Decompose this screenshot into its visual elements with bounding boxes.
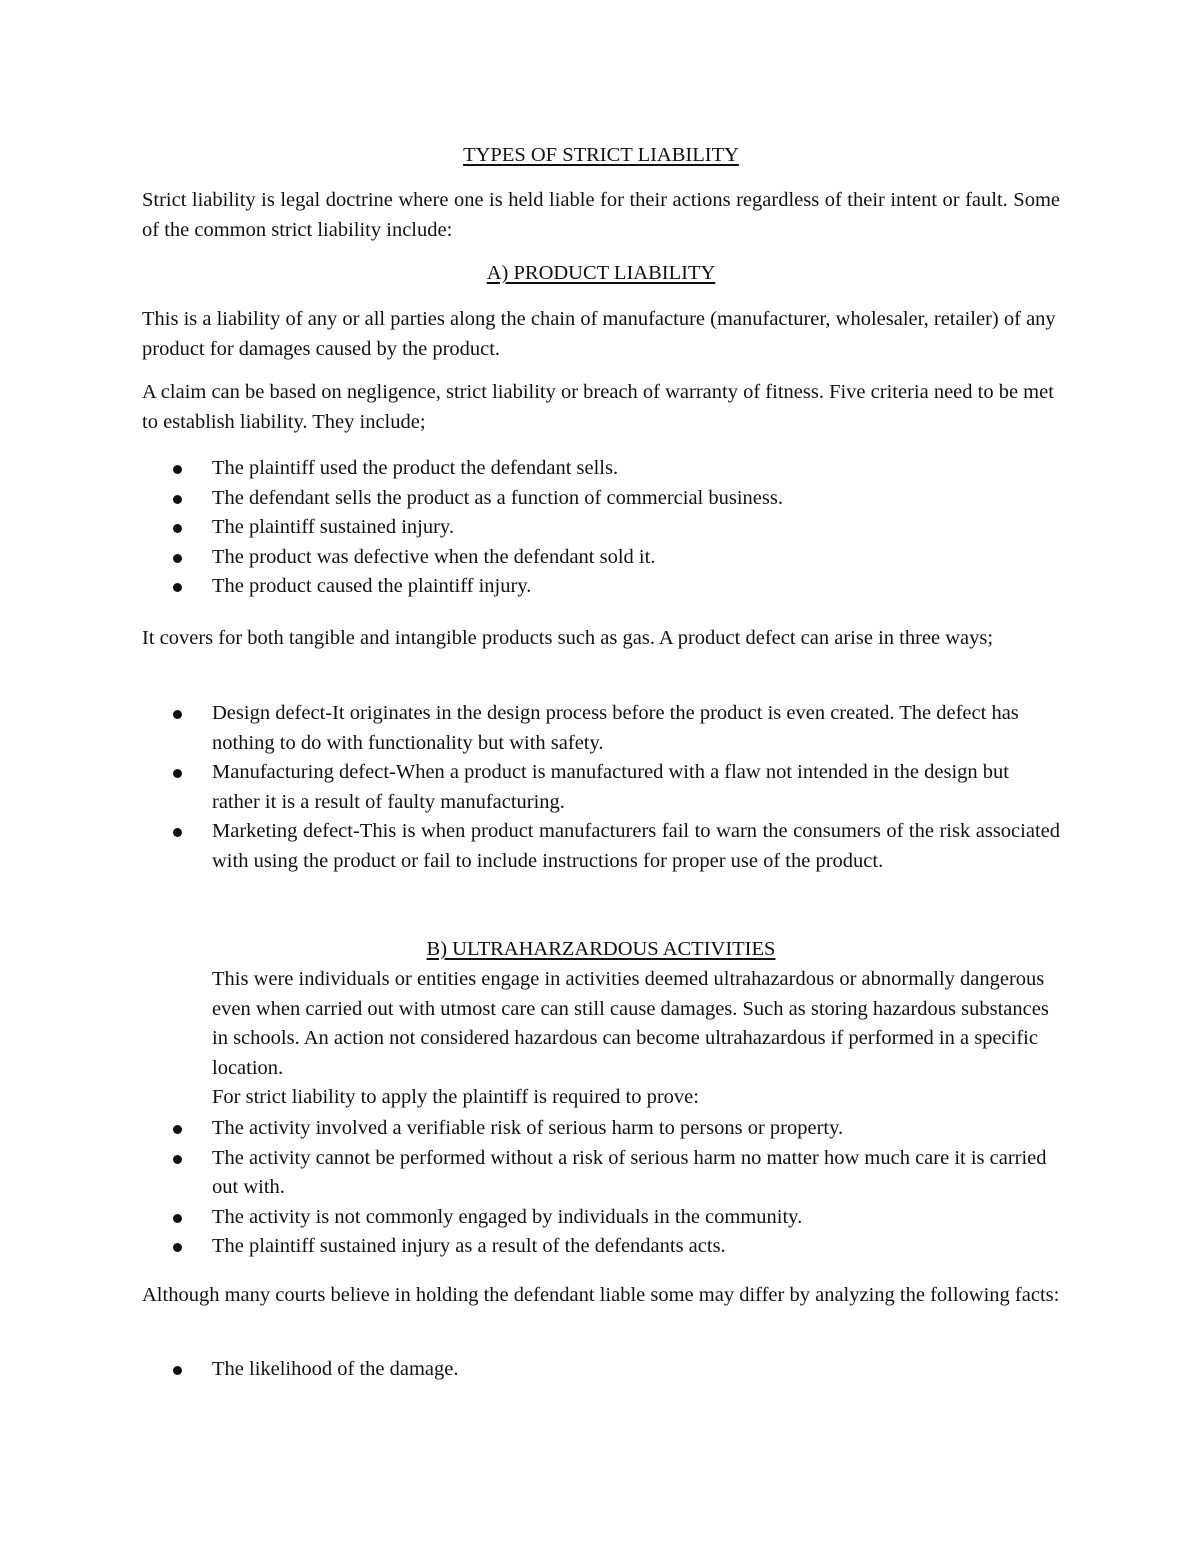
criteria-list (142, 454, 1060, 602)
list-item-text: The product caused the plaintiff injury. (212, 575, 532, 597)
bullet-icon (173, 465, 182, 474)
section-a-paragraph-3: It covers for both tangible and intangible products such as gas. A product defect can arise in three ways; (142, 627, 994, 649)
section-b-paragraph-1: This were individuals or entities engage in activities deemed ultrahazardous or abnormally dangerous even when carried out with utmost care can still cause damages. Such as storing hazardous substances in schools. An action not considered hazardous can become ultrahazardous if performed in a specific location. (212, 968, 1049, 1079)
list-item (142, 1114, 1060, 1144)
list-item-text: The activity involved a verifiable risk of serious harm to persons or property. (212, 1117, 844, 1139)
bullet-icon (173, 524, 182, 533)
section-a-paragraph-1: This is a liability of any or all parties along the chain of manufacture (manufacturer, wholesaler, retailer) of any product for damages caused by the product. (142, 308, 1056, 360)
list-item-text: The plaintiff sustained injury as a result of the defendants acts. (212, 1235, 726, 1257)
list-item (142, 454, 1060, 484)
list-item (142, 1232, 1060, 1262)
list-item-text: The plaintiff used the product the defendant sells. (212, 457, 619, 479)
bullet-icon (173, 1155, 182, 1164)
bullet-icon (173, 1125, 182, 1134)
list-item (142, 1203, 1060, 1233)
proof-list (142, 1114, 1060, 1262)
section-b-paragraph-2: For strict liability to apply the plaintiff is required to prove: (212, 1086, 699, 1108)
bullet-icon (173, 1366, 182, 1375)
list-item (142, 572, 1060, 602)
list-item (142, 1355, 1060, 1385)
list-item (142, 1144, 1060, 1203)
section-b-paragraph-3: Although many courts believe in holding the defendant liable some may differ by analyzing the following facts: (142, 1284, 1060, 1306)
intro-paragraph: Strict liability is legal doctrine where one is held liable for their actions regardless of their intent or fault. Some of the common strict liability include: (142, 189, 1060, 241)
bullet-icon (173, 554, 182, 563)
list-item-text: The likelihood of the damage. (212, 1358, 459, 1380)
list-item (142, 758, 1060, 817)
list-item-text: Marketing defect-This is when product manufacturers fail to warn the consumers of the risk associated with using the product or fail to include instructions for proper use of the product. (212, 820, 1060, 872)
list-item-text: The defendant sells the product as a function of commercial business. (212, 486, 783, 509)
list-item-text: Manufacturing defect-When a product is manufactured with a flaw not intended in the design but rather it is a result of faulty manufacturing. (212, 761, 1009, 813)
bullet-icon (173, 710, 182, 719)
section-b-heading: B) ULTRAHARZARDOUS ACTIVITIES (426, 938, 776, 960)
list-item (142, 513, 1060, 543)
list-item (142, 699, 1060, 758)
section-a-paragraph-2: A claim can be based on negligence, strict liability or breach of warranty of fitness. Five criteria need to be met to establish liability. They include; (142, 381, 1054, 433)
list-item (142, 484, 1060, 514)
bullet-icon (173, 583, 182, 592)
list-item-text: Design defect-It originates in the design process before the product is even created. The defect has nothing to do with functionality but with safety. (212, 702, 1019, 754)
list-item-text: The plaintiff sustained injury. (212, 516, 454, 538)
defect-list (142, 699, 1060, 876)
bullet-icon (173, 1214, 182, 1223)
list-item-text: The activity cannot be performed without a risk of serious harm no matter how much care it is carried out with. (212, 1146, 1047, 1198)
bullet-icon (173, 769, 182, 778)
list-item (142, 817, 1060, 876)
facts-list (142, 1355, 1060, 1385)
bullet-icon (173, 1243, 182, 1252)
list-item-text: The activity is not commonly engaged by individuals in the community. (212, 1205, 803, 1228)
list-item-text: The product was defective when the defendant sold it. (212, 545, 656, 568)
bullet-icon (173, 495, 182, 504)
list-item (142, 543, 1060, 573)
bullet-icon (173, 828, 182, 837)
document-title: TYPES OF STRICT LIABILITY (463, 144, 739, 166)
section-a-heading: A) PRODUCT LIABILITY (486, 262, 716, 284)
